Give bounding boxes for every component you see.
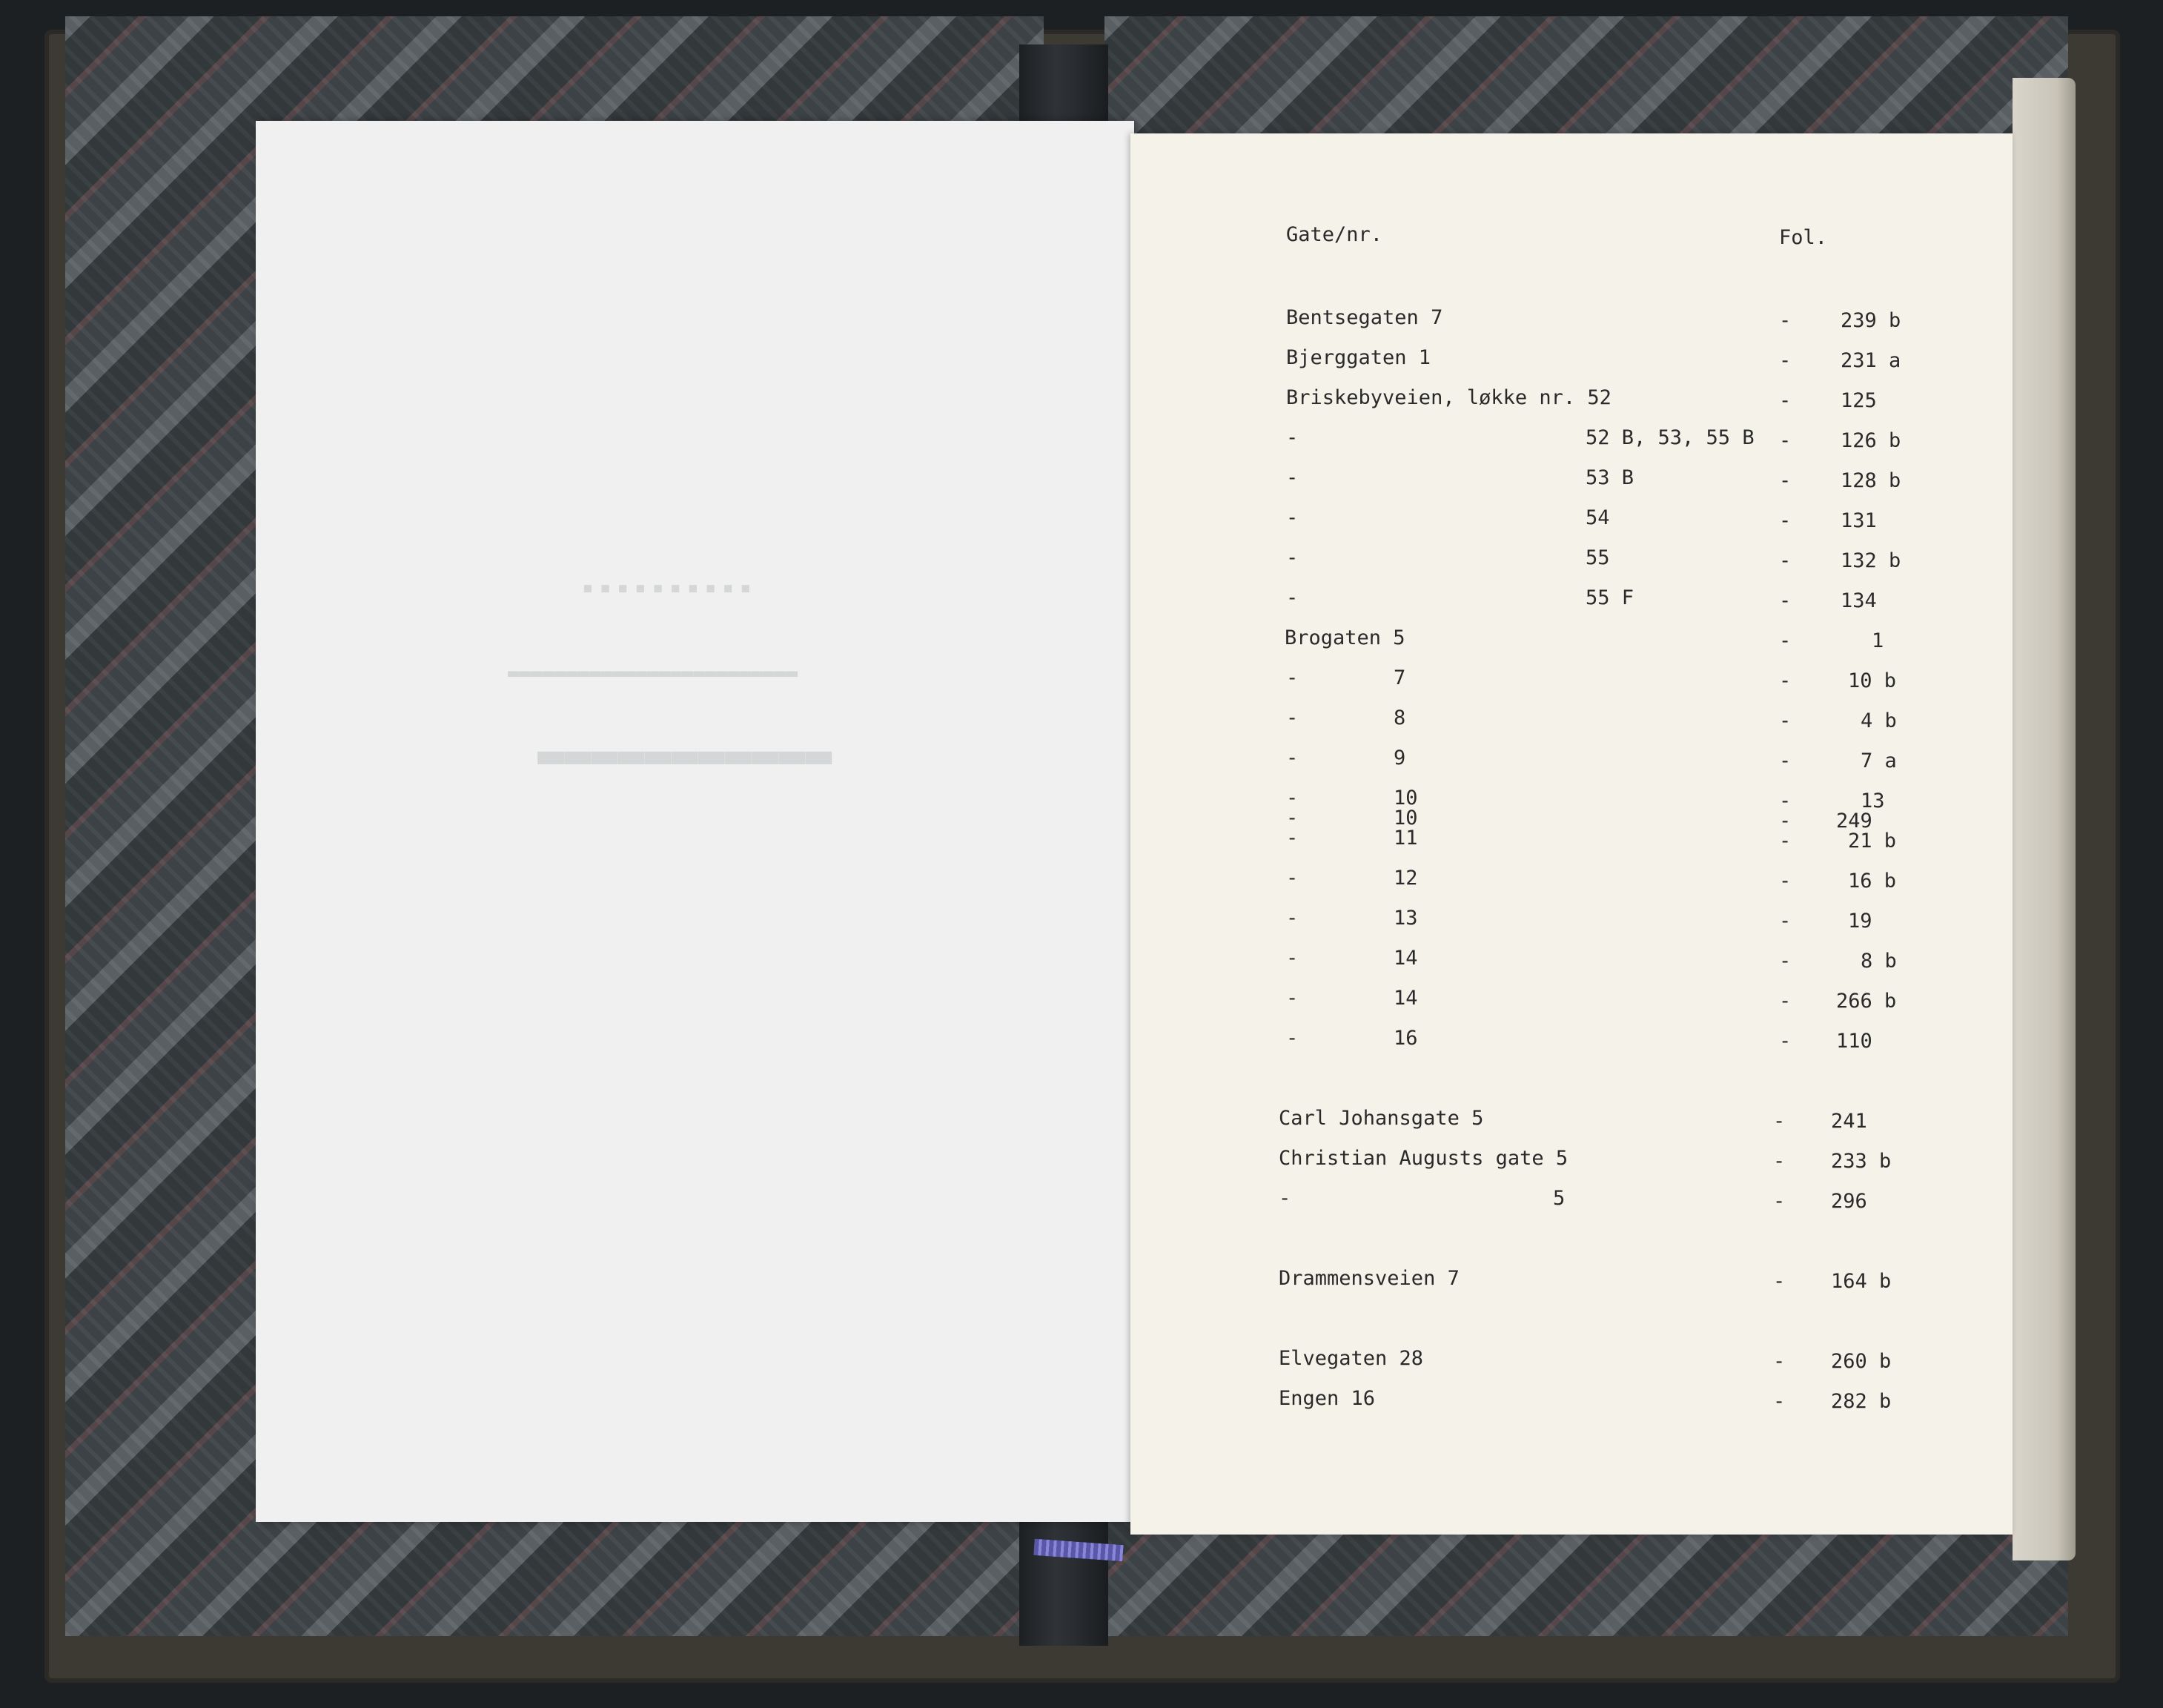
folio-number: 266 b xyxy=(1836,990,1897,1013)
street-name: Bjerggaten 1 xyxy=(1286,346,1431,369)
dash: - xyxy=(1773,1190,1786,1213)
dash: - xyxy=(1773,1390,1786,1413)
house-number: 54 xyxy=(1586,506,1610,529)
dash: - xyxy=(1779,990,1792,1013)
house-number: 52 B, 53, 55 B xyxy=(1586,426,1755,449)
folio-number: 249 xyxy=(1836,810,1872,833)
house-number: 8 xyxy=(1394,706,1406,729)
dash: - xyxy=(1779,830,1792,853)
ditto-mark: - xyxy=(1286,807,1299,830)
street-name: Brogaten 5 xyxy=(1285,626,1405,649)
dash: - xyxy=(1779,589,1792,612)
house-number: 55 F xyxy=(1586,586,1634,609)
ditto-mark: - xyxy=(1286,747,1299,769)
bleed-through-text: ▬▬▬▬▬▬▬▬▬▬▬▬▬▬▬▬▬▬▬▬▬▬▬▬▬ xyxy=(508,662,798,684)
dash: - xyxy=(1779,1030,1792,1053)
house-number: 10 xyxy=(1394,807,1418,830)
folio-number: 10 b xyxy=(1848,669,1897,692)
dash: - xyxy=(1773,1270,1786,1293)
dash: - xyxy=(1779,709,1792,732)
bleed-through-text: ▬▬▬▬▬▬▬▬▬▬▬ xyxy=(537,729,832,781)
house-number: 16 xyxy=(1394,1027,1418,1050)
folio-number: 13 xyxy=(1861,790,1885,812)
street-name: Engen 16 xyxy=(1279,1387,1376,1410)
ditto-mark: - xyxy=(1279,1187,1291,1210)
page-block-edge xyxy=(2013,78,2076,1560)
dash: - xyxy=(1779,810,1792,833)
dash: - xyxy=(1773,1350,1786,1373)
ditto-mark: - xyxy=(1286,867,1299,890)
house-number: 14 xyxy=(1394,987,1418,1010)
dash: - xyxy=(1779,749,1792,772)
dash: - xyxy=(1779,309,1792,332)
register-page xyxy=(1130,133,2013,1535)
ditto-mark: - xyxy=(1286,506,1299,529)
folio-number: 7 a xyxy=(1861,749,1897,772)
dash: - xyxy=(1779,870,1792,893)
ditto-mark: - xyxy=(1286,827,1299,850)
ditto-mark: - xyxy=(1286,1027,1299,1050)
folio-number: 260 b xyxy=(1831,1350,1892,1373)
street-name: Briskebyveien, løkke nr. 52 xyxy=(1286,386,1612,409)
fol-column-header: Fol. xyxy=(1779,226,1828,249)
dash: - xyxy=(1779,349,1792,372)
dash: - xyxy=(1779,549,1792,572)
folio-number: 164 b xyxy=(1831,1270,1892,1293)
dash: - xyxy=(1779,790,1792,812)
ditto-mark: - xyxy=(1286,666,1299,689)
house-number: 14 xyxy=(1394,947,1418,970)
folio-number: 110 xyxy=(1836,1030,1872,1053)
folio-number: 126 b xyxy=(1841,429,1901,452)
ditto-mark: - xyxy=(1286,706,1299,729)
folio-number: 282 b xyxy=(1831,1390,1892,1413)
folio-number: 233 b xyxy=(1831,1150,1892,1173)
folio-number: 231 a xyxy=(1841,349,1901,372)
street-column-header: Gate/nr. xyxy=(1286,223,1383,246)
folio-number: 1 xyxy=(1872,629,1884,652)
dash: - xyxy=(1779,950,1792,973)
dash: - xyxy=(1779,910,1792,933)
ditto-mark: - xyxy=(1286,546,1299,569)
street-name: Christian Augusts gate 5 xyxy=(1279,1147,1569,1170)
street-name: Bentsegaten 7 xyxy=(1286,306,1443,329)
house-number: 9 xyxy=(1394,747,1406,769)
folio-number: 16 b xyxy=(1848,870,1897,893)
bleed-through-text: ▪▪▪▪▪▪▪▪▪▪ xyxy=(582,577,758,599)
street-name: Carl Johansgate 5 xyxy=(1279,1107,1484,1130)
folio-number: 131 xyxy=(1841,509,1877,532)
dash: - xyxy=(1779,389,1792,412)
ditto-mark: - xyxy=(1286,987,1299,1010)
folio-number: 8 b xyxy=(1861,950,1897,973)
house-number: 10 xyxy=(1394,787,1418,810)
folio-number: 132 b xyxy=(1841,549,1901,572)
house-number: 13 xyxy=(1394,907,1418,930)
folio-number: 19 xyxy=(1848,910,1872,933)
house-number: 7 xyxy=(1394,666,1406,689)
dash: - xyxy=(1779,509,1792,532)
ditto-mark: - xyxy=(1286,426,1299,449)
dash: - xyxy=(1773,1110,1786,1133)
dash: - xyxy=(1779,669,1792,692)
house-number: 5 xyxy=(1553,1187,1566,1210)
house-number: 11 xyxy=(1394,827,1418,850)
house-number: 53 B xyxy=(1586,466,1634,489)
folio-number: 128 b xyxy=(1841,469,1901,492)
ditto-mark: - xyxy=(1286,787,1299,810)
folio-number: 21 b xyxy=(1848,830,1897,853)
folio-number: 296 xyxy=(1831,1190,1867,1213)
folio-number: 125 xyxy=(1841,389,1877,412)
house-number: 55 xyxy=(1586,546,1610,569)
dash: - xyxy=(1779,629,1792,652)
ditto-mark: - xyxy=(1286,947,1299,970)
ditto-mark: - xyxy=(1286,586,1299,609)
street-name: Elvegaten 28 xyxy=(1279,1347,1424,1370)
dash: - xyxy=(1779,429,1792,452)
dash: - xyxy=(1773,1150,1786,1173)
left-blank-page xyxy=(256,121,1134,1522)
folio-number: 239 b xyxy=(1841,309,1901,332)
ditto-mark: - xyxy=(1286,466,1299,489)
ditto-mark: - xyxy=(1286,907,1299,930)
folio-number: 4 b xyxy=(1861,709,1897,732)
folio-number: 134 xyxy=(1841,589,1877,612)
house-number: 12 xyxy=(1394,867,1418,890)
dash: - xyxy=(1779,469,1792,492)
folio-number: 241 xyxy=(1831,1110,1867,1133)
street-name: Drammensveien 7 xyxy=(1279,1267,1460,1290)
